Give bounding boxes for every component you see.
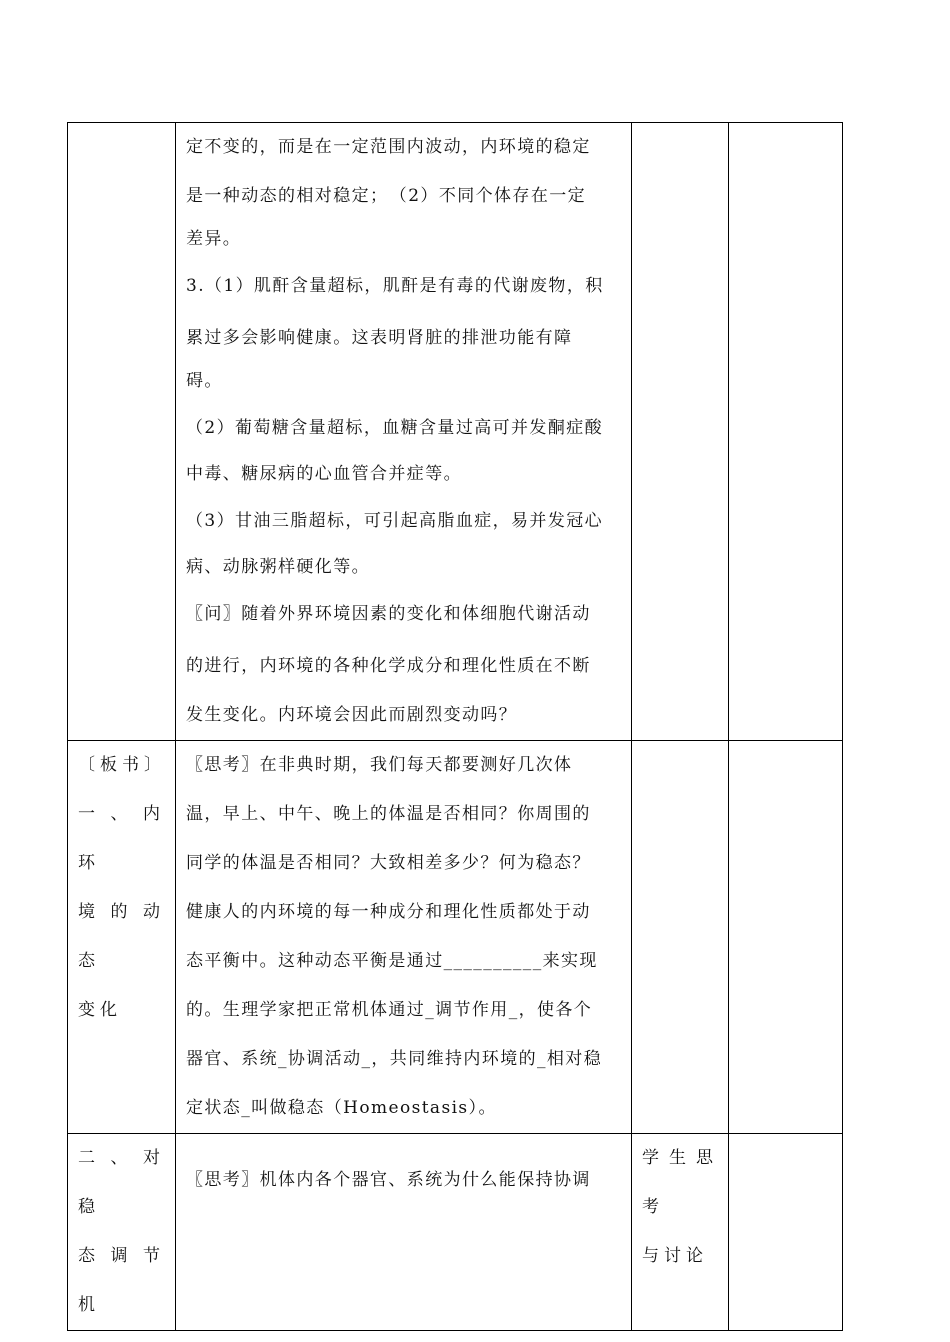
text-line: 健康人的内环境的每一种成分和理化性质都处于动	[186, 902, 591, 922]
activity-text: 学生思考	[642, 1148, 718, 1217]
text-line: 器官、系统_协调活动_，共同维持内环境的_相对稳	[186, 1049, 603, 1069]
activity-text: 与讨论	[642, 1246, 708, 1266]
text-line: 差异。	[186, 229, 242, 249]
note-cell	[729, 741, 843, 1134]
text-line: 同学的体温是否相同？大致相差多少？何为稳态？	[186, 853, 591, 873]
activity-cell	[632, 123, 729, 741]
text-line: 病、动脉粥样硬化等。	[186, 557, 370, 577]
text-line: （2）葡萄糖含量超标，血糖含量过高可并发酮症酸	[186, 418, 604, 438]
note-cell	[729, 1134, 843, 1331]
text-line: 定不变的，而是在一定范围内波动，内环境的稳定	[186, 137, 591, 157]
text-line: 是一种动态的相对稳定； （2）不同个体存在一定	[186, 186, 587, 206]
text-line: 温，早上、中午、晚上的体温是否相同？你周围的	[186, 804, 591, 824]
text-line: 中毒、糖尿病的心血管合并症等。	[186, 464, 462, 484]
section-heading: 一、内环	[78, 804, 165, 873]
section-heading: 境的动态	[78, 902, 165, 971]
text-line: （3）甘油三脂超标，可引起高脂血症，易并发冠心	[186, 511, 604, 531]
table-row	[68, 123, 843, 741]
table-row	[68, 741, 843, 1134]
section-heading: 态调节机	[78, 1246, 165, 1315]
text-line: 〖问〗随着外界环境因素的变化和体细胞代谢活动	[186, 604, 591, 624]
label-cell	[68, 123, 176, 741]
content-cell	[176, 1134, 632, 1331]
content-cell	[176, 123, 632, 741]
text-line: 的。生理学家把正常机体通过_调节作用_，使各个	[186, 1000, 593, 1020]
text-line: 定状态_叫做稳态（Homeostasis）。	[186, 1098, 497, 1118]
text-line: 态平衡中。这种动态平衡是通过__________来实现	[186, 951, 598, 971]
activity-cell	[632, 1134, 729, 1331]
activity-cell	[632, 741, 729, 1134]
label-cell	[68, 741, 176, 1134]
text-line: 3.（1）肌酐含量超标，肌酐是有毒的代谢废物，积	[186, 276, 604, 296]
text-line: 累过多会影响健康。这表明肾脏的排泄功能有障	[186, 328, 573, 348]
label-cell	[68, 1134, 176, 1331]
note-cell	[729, 123, 843, 741]
text-line: 的进行，内环境的各种化学成分和理化性质在不断	[186, 656, 591, 676]
section-heading: 二、对稳	[78, 1148, 165, 1217]
content-cell	[176, 741, 632, 1134]
text-line: 碍。	[186, 371, 223, 391]
text-line: 发生变化。内环境会因此而剧烈变动吗？	[186, 705, 518, 725]
text-line: 〖思考〗机体内各个器官、系统为什么能保持协调	[186, 1170, 591, 1190]
board-note-label: 〔板书〕	[78, 755, 166, 775]
lesson-plan-table	[67, 122, 843, 1331]
text-line: 〖思考〗在非典时期，我们每天都要测好几次体	[186, 755, 573, 775]
table-row	[68, 1134, 843, 1331]
section-heading: 变化	[78, 1000, 122, 1020]
